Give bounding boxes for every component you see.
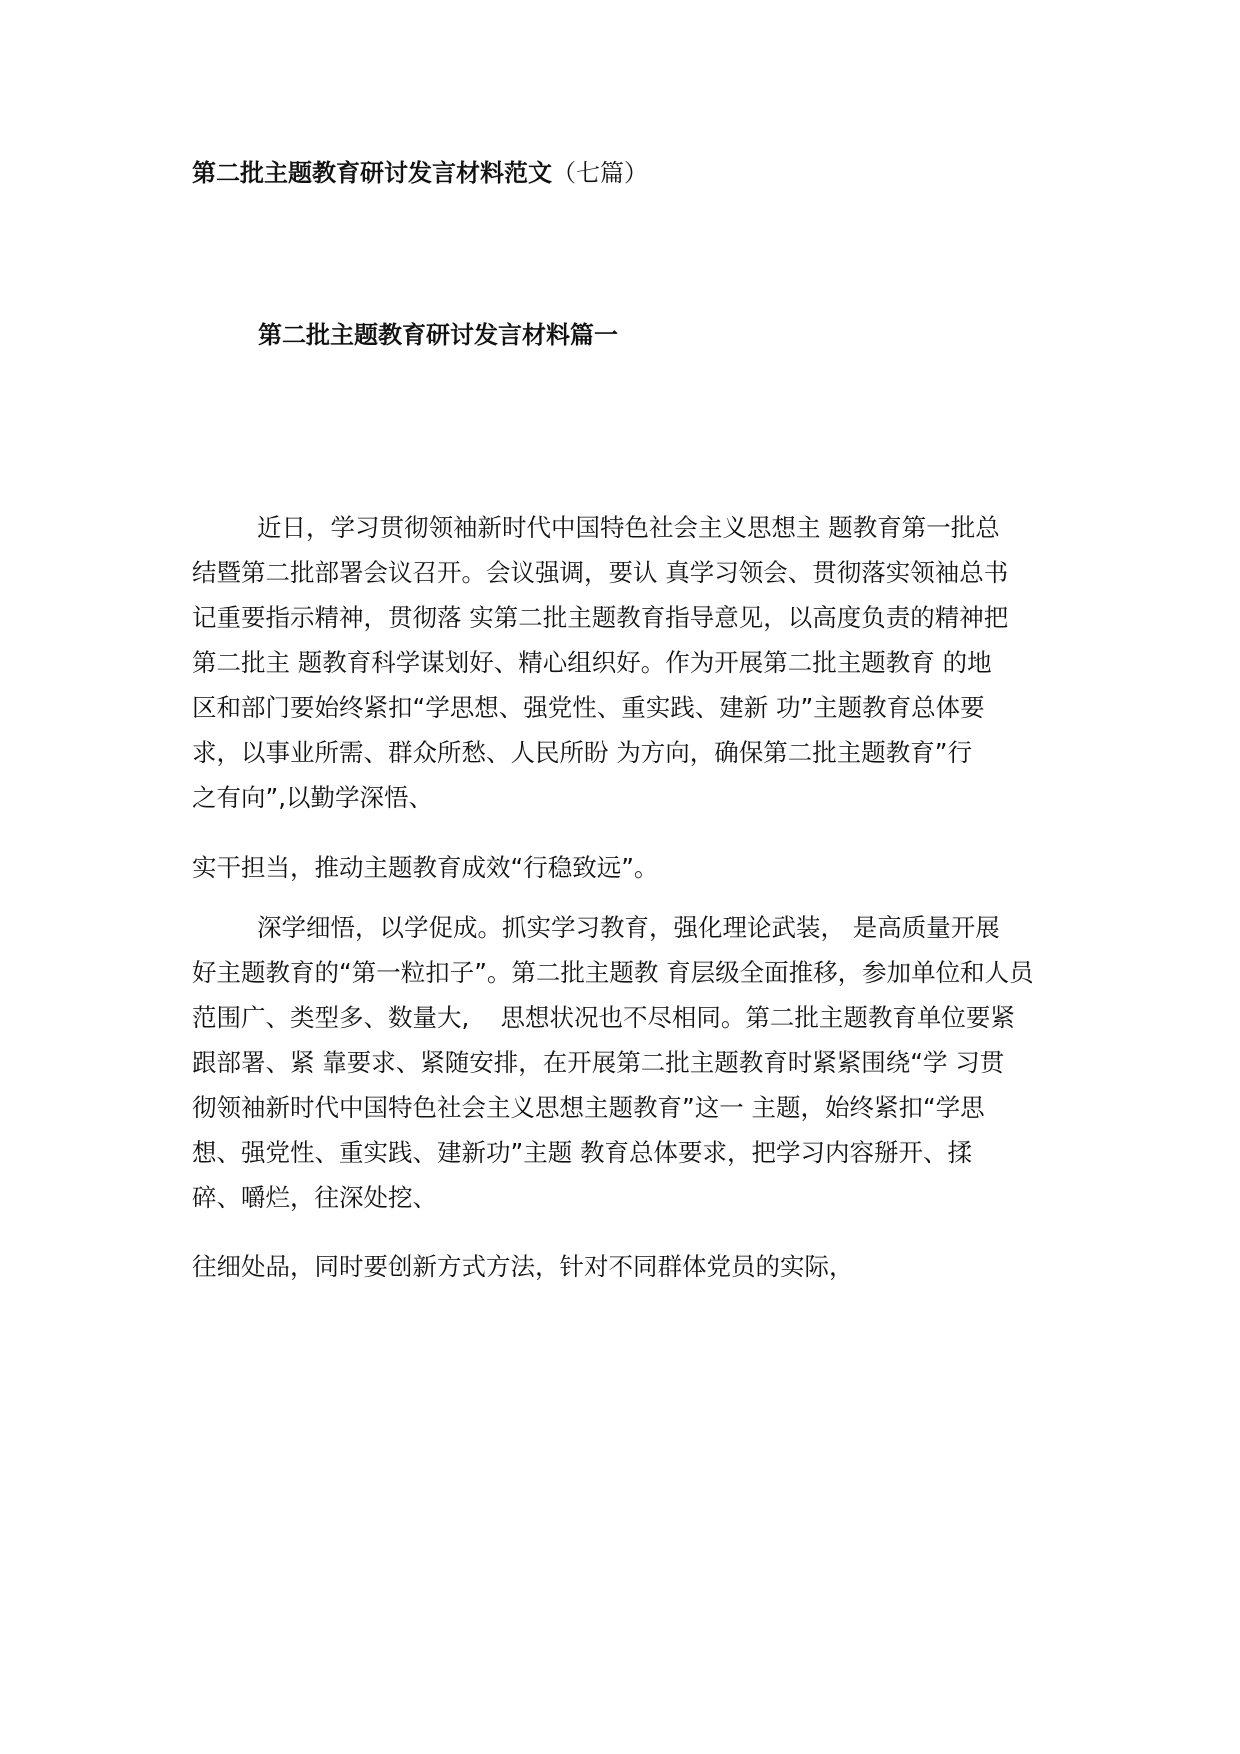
paragraph-2 bbox=[192, 905, 1072, 1220]
document-title-suffix: （七篇） bbox=[552, 159, 648, 187]
paragraph-line: 彻领袖新时代中国特色社会主义思想主题教育”这一 主题，始终紧扣“学思 bbox=[192, 1093, 985, 1122]
paragraph-line: 求，以事业所需、群众所愁、人民所盼 为方向，确保第二批主题教育”行 bbox=[192, 738, 972, 767]
paragraph-2-continuation bbox=[192, 1244, 1072, 1289]
paragraph-1 bbox=[192, 505, 1072, 820]
paragraph-line: 碎、嚼烂，往深处挖、 bbox=[192, 1183, 437, 1212]
document-title-main: 第二批主题教育研讨发言材料范文 bbox=[192, 159, 552, 187]
paragraph-line: 之有向”,以勤学深悟、 bbox=[192, 783, 433, 812]
paragraph-line: 记重要指示精神，贯彻落 实第二批主题教育指导意见，以高度负责的精神把 bbox=[192, 603, 1009, 632]
document-title bbox=[192, 156, 1092, 190]
paragraph-line: 跟部署、紧 靠要求、紧随安排，在开展第二批主题教育时紧紧围绕“学 习贯 bbox=[192, 1048, 1005, 1077]
section-heading: 第二批主题教育研讨发言材料篇一 bbox=[258, 321, 618, 349]
paragraph-line: 结暨第二批部署会议召开。会议强调，要认 真学习领会、贯彻落实领袖总书 bbox=[192, 558, 1009, 587]
paragraph-line: 区和部门要始终紧扣“学思想、强党性、重实践、建新 功”主题教育总体要 bbox=[192, 693, 985, 722]
paragraph-line: 好主题教育的“第一粒扣子”。第二批主题教 育层级全面推移，参加单位和人员 bbox=[192, 958, 1034, 987]
paragraph-line: 实干担当，推动主题教育成效“行稳致远”。 bbox=[192, 853, 659, 882]
paragraph-line: 想、强党性、重实践、建新功”主题 教育总体要求，把学习内容掰开、揉 bbox=[192, 1138, 972, 1167]
paragraph-1-continuation bbox=[192, 845, 1072, 890]
paragraph-line: 深学细悟，以学促成。抓实学习教育，强化理论武装， 是高质量开展 bbox=[257, 913, 1000, 942]
paragraph-line: 范围广、类型多、数量大, 思想状况也不尽相同。第二批主题教育单位要紧 bbox=[192, 1003, 1015, 1032]
paragraph-line: 往细处品，同时要创新方式方法，针对不同群体党员的实际， bbox=[192, 1252, 854, 1281]
paragraph-line: 近日，学习贯彻领袖新时代中国特色社会主义思想主 题教育第一批总 bbox=[257, 513, 1000, 542]
paragraph-line: 第二批主 题教育科学谋划好、精心组织好。作为开展第二批主题教育 的地 bbox=[192, 648, 992, 677]
